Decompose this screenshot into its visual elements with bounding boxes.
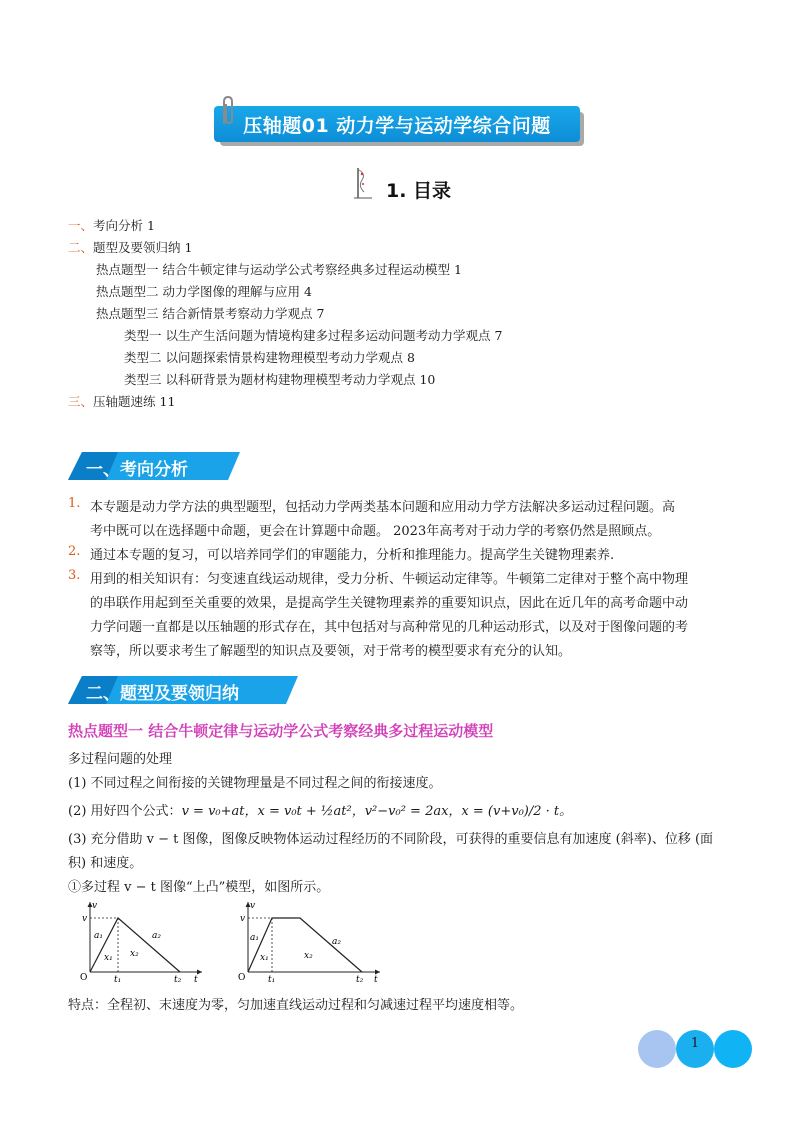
toc-item-text: 类型三 以科研背景为题材构建物理模型考动力学观点 10 [124, 372, 436, 387]
t2-label: t₂ [356, 975, 364, 982]
toc-item-num: 三、 [68, 394, 94, 409]
toc-item-text: 热点题型三 结合新情景考察动力学观点 7 [96, 306, 325, 321]
toc-item-text: 考向分析 1 [93, 218, 155, 233]
page-title: 压轴题01 动力学与运动学综合问题 [243, 114, 551, 137]
para-line: 积) 和速度。 [68, 856, 143, 871]
x2-label: x₂ [130, 949, 139, 959]
a2-label: a₂ [152, 931, 161, 941]
t-axis-label: t [194, 975, 198, 982]
toc-item[interactable] [96, 262, 462, 278]
para-line: 的串联作用起到至关重要的效果，是提高学生关键物理素养的重要知识点，因此在近几年的高考命题中动 [90, 596, 689, 611]
toc-item-num: 一、 [68, 218, 94, 233]
para-line: (3) 充分借助 v − t 图像，图像反映物体运动过程经历的不同阶段，可获得的重要信息有加速度 (斜率)、位移 (面 [68, 832, 714, 847]
toc-item-text: 类型一 以生产生活问题为情境构建多过程多运动问题考动力学观点 7 [124, 328, 503, 343]
v-axis-label: v [250, 901, 256, 911]
section-banner-1 [68, 452, 240, 480]
paperclip-icon [218, 94, 238, 128]
t-axis-label: t [374, 975, 378, 982]
list-num: 2. [68, 544, 81, 559]
origin-label: O [80, 973, 88, 982]
a1-label: a₁ [250, 933, 259, 943]
toc-item-text: 热点题型二 动力学图像的理解与应用 4 [96, 284, 312, 299]
toc-item-num: 二、 [68, 240, 94, 255]
para-line: 本专题是动力学方法的典型题型，包括动力学两类基本问题和应用动力学方法解决多运动过程问题。高 [90, 500, 676, 515]
toc-item[interactable] [68, 394, 175, 410]
a2-label: a₂ [332, 937, 341, 947]
t1-label: t₁ [268, 975, 276, 982]
para-line: 考中既可以在选择题中命题，更会在计算题中命题。 2023年高考对于动力学的考察仍然是照顾点。 [90, 524, 661, 539]
section-banner-1-label: 一、考向分析 [86, 460, 188, 480]
t2-label: t₂ [174, 975, 182, 982]
vt-graph-1 [76, 898, 206, 982]
toc-item[interactable] [68, 218, 155, 234]
toc-heading: 1. 目录 [386, 180, 452, 202]
formula-text: v = v₀+at，x = v₀t + ½at²，v²−v₀² = 2ax，x = (v+v₀)/2 · t。 [181, 804, 573, 819]
toc-item-text: 类型二 以问题探索情景构建物理模型考动力学观点 8 [124, 350, 415, 365]
para-line: 力学问题一直都是以压轴题的形式存在，其中包括对与高种常见的几种运动形式，以及对于图像问题的考 [90, 620, 689, 635]
intro-line: 多过程问题的处理 [68, 752, 173, 767]
toc-item[interactable] [124, 372, 435, 388]
vt-line [248, 918, 362, 972]
vt-line [90, 918, 180, 972]
formula-prefix: (2) 用好四个公式： [68, 804, 182, 819]
origin-label: O [238, 973, 246, 982]
para-line: (1) 不同过程之间衔接的关键物理量是不同过程之间的衔接速度。 [68, 776, 442, 791]
formula-line [68, 800, 572, 819]
section-banner-2 [68, 676, 298, 704]
page-number: 1 [690, 1036, 700, 1051]
v-label: v [82, 914, 88, 924]
x2-label: x₂ [304, 951, 313, 961]
vt-graph-2 [234, 898, 384, 982]
section-banner-2-label: 二、题型及要领归纳 [86, 684, 239, 704]
t1-label: t₁ [114, 975, 122, 982]
toc-item[interactable] [68, 240, 192, 256]
hot-topic-title: 热点题型一 结合牛顿定律与运动学公式考察经典多过程运动模型 [68, 722, 494, 740]
v-label: v [240, 914, 246, 924]
v-axis-label: v [92, 901, 98, 911]
a1-label: a₁ [94, 931, 103, 941]
para-line: 通过本专题的复习，可以培养同学们的审题能力，分析和推理能力。提高学生关键物理素养. [90, 548, 615, 563]
toc-item[interactable] [124, 328, 502, 344]
footer-circle-left [638, 1030, 676, 1068]
toc-item[interactable] [124, 350, 415, 366]
toc-item-text: 热点题型一 结合牛顿定律与运动学公式考察经典多过程运动模型 1 [96, 262, 462, 277]
para-line: 用到的相关知识有：匀变速直线运动规律，受力分析、牛顿运动定律等。牛顿第二定律对于整个高中物理 [90, 572, 689, 587]
title-banner [214, 106, 580, 142]
list-num: 1. [68, 496, 81, 511]
toc-item-text: 题型及要领归纳 1 [93, 240, 193, 255]
x1-label: x₁ [260, 953, 269, 963]
toc-item-text: 压轴题速练 11 [93, 394, 176, 409]
feature-line: 特点：全程初、末速度为零，匀加速直线运动过程和匀减速过程平均速度相等。 [68, 998, 524, 1013]
list-num: 3. [68, 568, 81, 583]
para-line: ①多过程 v − t 图像“上凸”模型，如图所示。 [68, 880, 330, 895]
title-banner-face [214, 106, 580, 142]
hourglass-icon [350, 164, 378, 202]
toc-item[interactable] [96, 306, 324, 322]
para-line: 察等，所以要求考生了解题型的知识点及要领，对于常考的模型要求有充分的认知。 [90, 644, 572, 659]
x1-label: x₁ [104, 953, 113, 963]
footer-circle-right [714, 1030, 752, 1068]
toc-item[interactable] [96, 284, 312, 300]
